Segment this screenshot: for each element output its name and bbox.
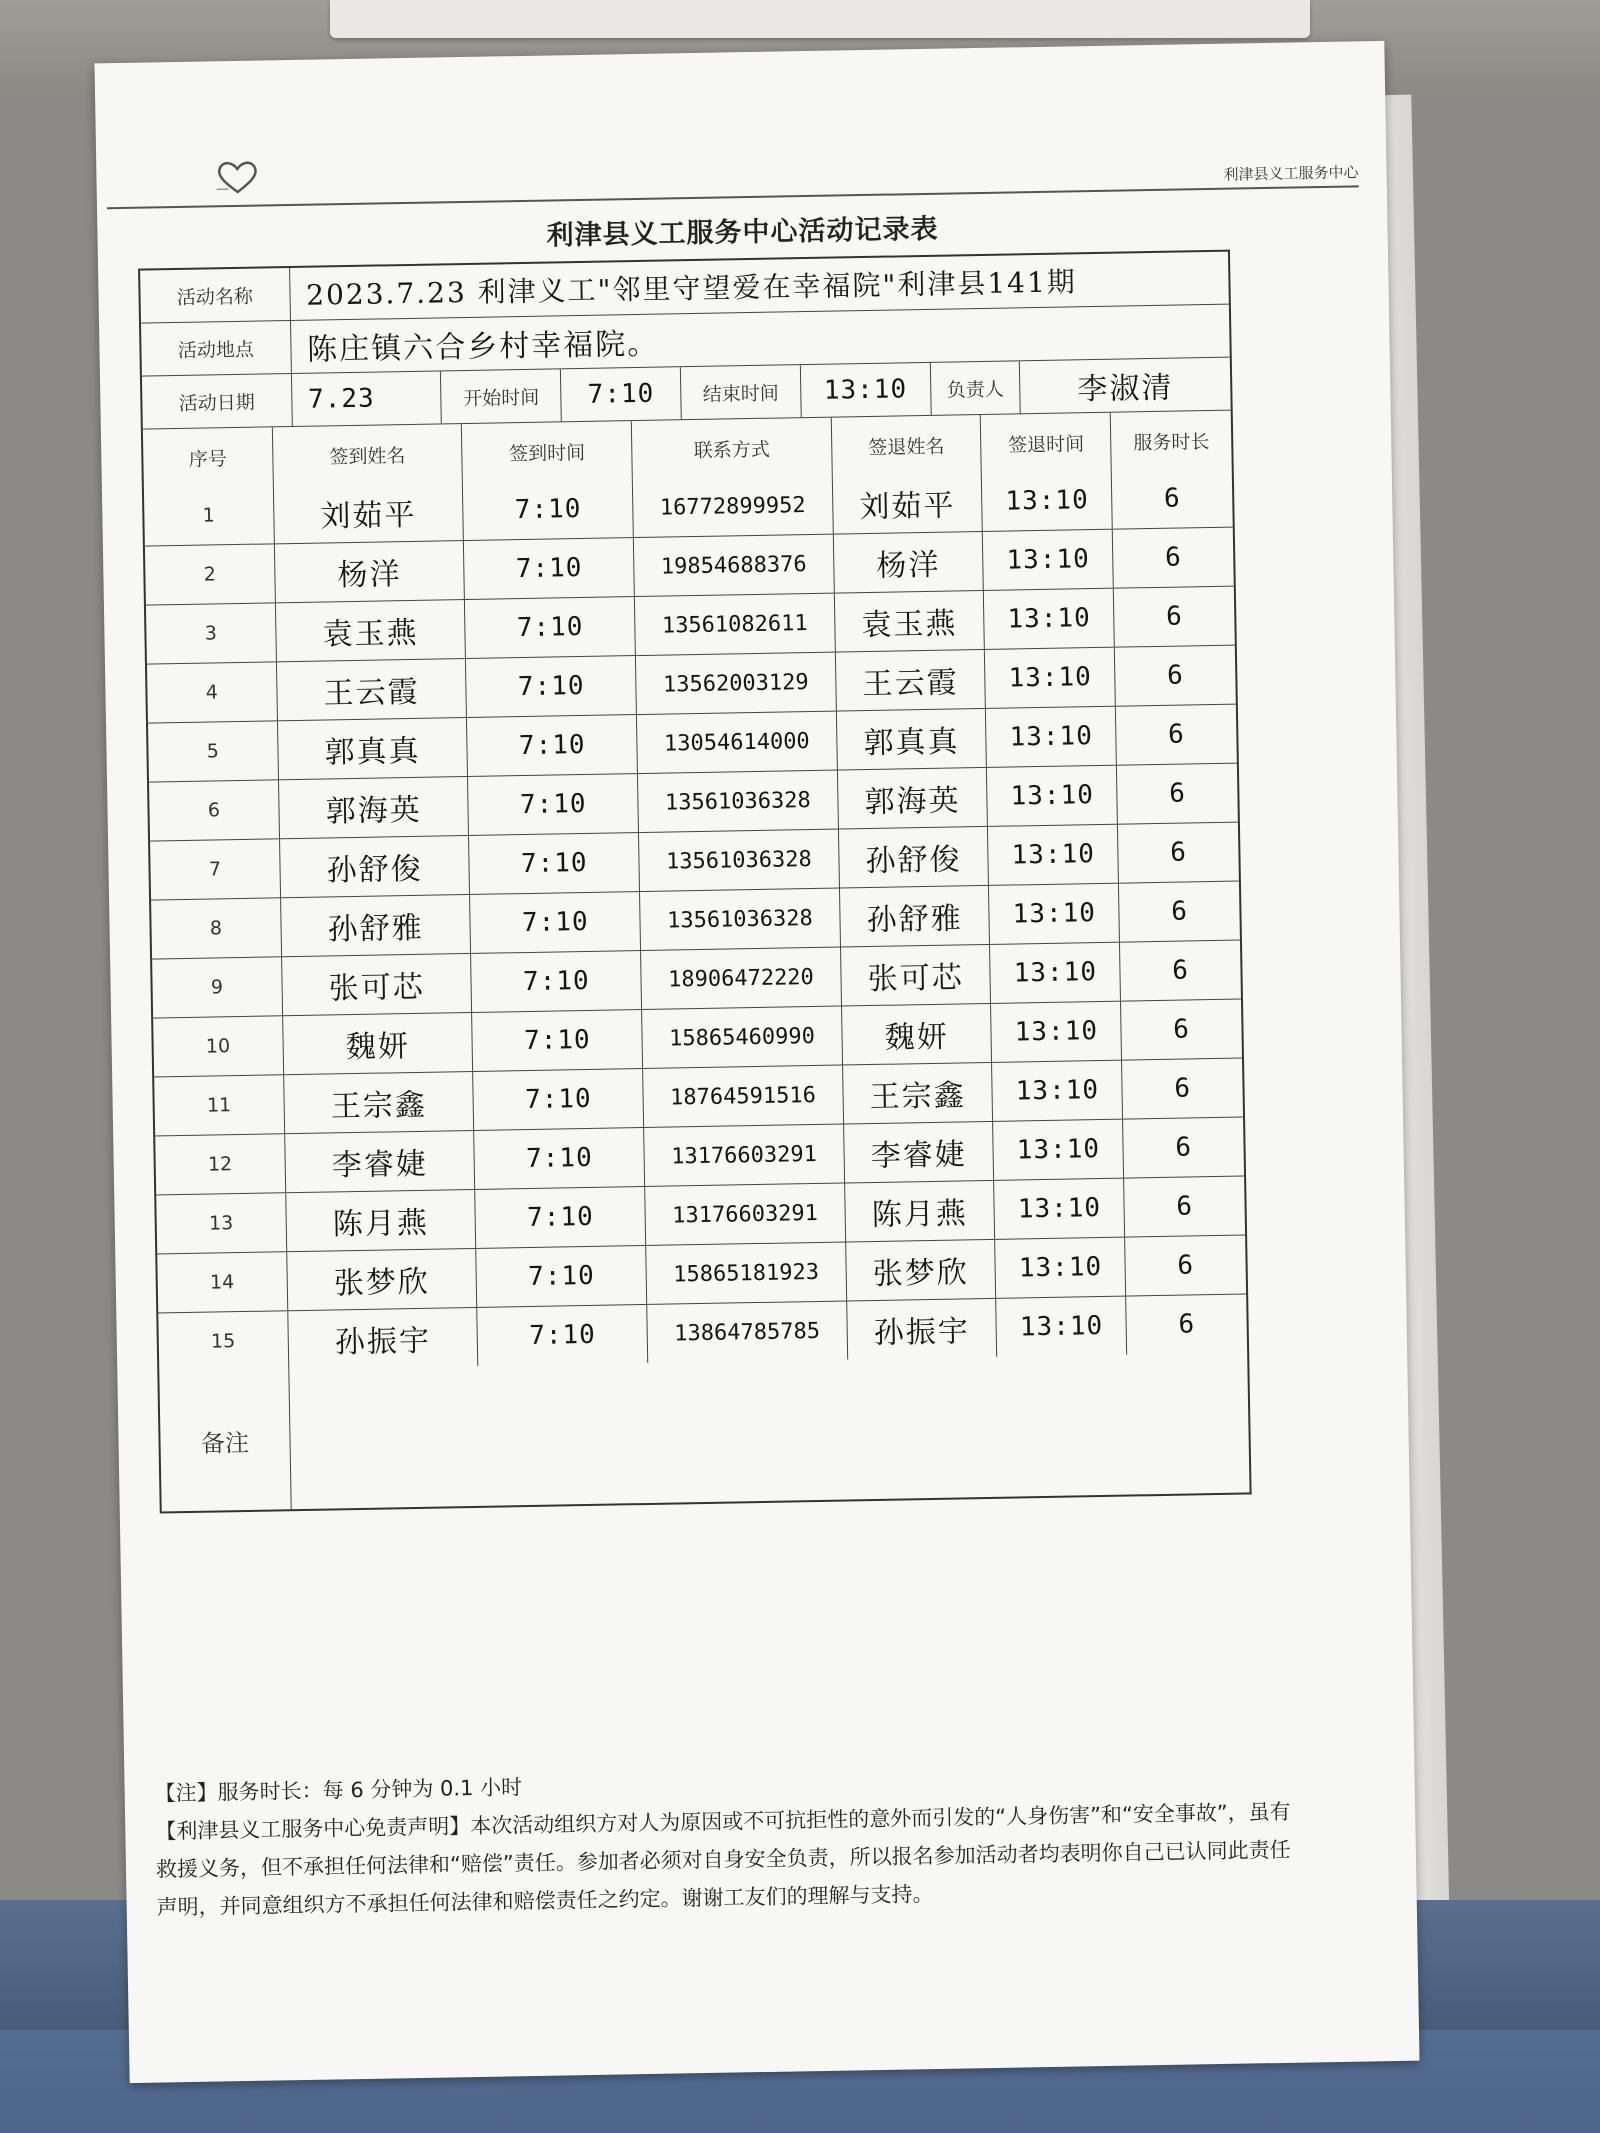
sign-out-name: 郭真真 bbox=[837, 709, 988, 770]
notes-section bbox=[154, 1755, 1296, 1927]
service-hours: 6 bbox=[1168, 778, 1187, 809]
sign-in-name: 陈月燕 bbox=[286, 1190, 477, 1251]
sign-out-name: 郭海英 bbox=[838, 768, 989, 829]
sign-in-name: 张梦欣 bbox=[287, 1249, 478, 1310]
row-number: 6 bbox=[149, 780, 280, 840]
sign-out-name: 袁玉燕 bbox=[835, 591, 986, 652]
org-header: 利津县义工服务中心 bbox=[1223, 163, 1359, 184]
sign-in-name: 孙舒雅 bbox=[281, 895, 472, 956]
service-hours: 6 bbox=[1165, 601, 1184, 632]
sign-in-time: 7:10 bbox=[463, 479, 634, 540]
sign-in-time: 7:10 bbox=[475, 1128, 646, 1189]
service-hours: 6 bbox=[1175, 1132, 1193, 1163]
end-time-label: 结束时间 bbox=[681, 365, 802, 419]
row-number: 14 bbox=[157, 1252, 288, 1312]
service-hours: 6 bbox=[1169, 837, 1188, 868]
row-number: 3 bbox=[146, 603, 277, 663]
contact-phone: 16772899952 bbox=[633, 476, 834, 537]
service-hours: 6 bbox=[1164, 542, 1182, 573]
col-header-service-hours: 服务时长 bbox=[1133, 430, 1210, 454]
sign-out-time: 13:10 bbox=[983, 530, 1114, 590]
sign-in-time: 7:10 bbox=[466, 656, 637, 717]
sign-out-time: 13:10 bbox=[991, 1002, 1122, 1062]
date-value: 7.23 bbox=[292, 371, 443, 426]
leader-label: 负责人 bbox=[930, 361, 1021, 415]
service-hours: 6 bbox=[1163, 483, 1181, 514]
row-number: 11 bbox=[154, 1075, 285, 1135]
sign-out-name: 杨洋 bbox=[834, 532, 985, 593]
contact-phone: 19854688376 bbox=[634, 535, 835, 596]
sign-in-time: 7:10 bbox=[465, 597, 636, 658]
sign-out-time: 13:10 bbox=[984, 589, 1115, 649]
sign-in-name: 孙舒俊 bbox=[280, 836, 471, 897]
service-hours: 6 bbox=[1167, 719, 1186, 750]
row-number: 4 bbox=[147, 662, 278, 722]
sign-out-time: 13:10 bbox=[996, 1238, 1127, 1298]
col-header-sign-in-time: 签到时间 bbox=[462, 421, 633, 482]
sign-out-time: 13:10 bbox=[994, 1120, 1125, 1180]
service-hours: 6 bbox=[1176, 1191, 1194, 1222]
row-number: 8 bbox=[151, 898, 282, 958]
row-number: 5 bbox=[148, 721, 279, 781]
contact-phone: 13054614000 bbox=[637, 712, 838, 773]
sign-in-time: 7:10 bbox=[467, 715, 638, 776]
sign-in-time: 7:10 bbox=[469, 833, 640, 894]
activity-name-value: 2023.7.23 利津义工"邻里守望爱在幸福院"利津县141期 bbox=[305, 265, 1078, 312]
contact-phone: 13864785785 bbox=[647, 1301, 848, 1362]
start-time-label: 开始时间 bbox=[441, 369, 562, 423]
sign-in-time: 7:10 bbox=[471, 951, 642, 1012]
row-number: 13 bbox=[156, 1193, 287, 1253]
sign-out-time: 13:10 bbox=[995, 1179, 1126, 1239]
leader-value: 李淑清 bbox=[1077, 370, 1174, 408]
col-header-sign-out-name: 签退姓名 bbox=[832, 415, 983, 476]
contact-phone: 13176603291 bbox=[645, 1183, 846, 1244]
sign-in-time: 7:10 bbox=[473, 1010, 644, 1071]
sign-out-name: 张梦欣 bbox=[846, 1240, 997, 1301]
row-number: 1 bbox=[144, 485, 275, 545]
row-number: 7 bbox=[150, 839, 281, 899]
contact-phone: 15865460990 bbox=[642, 1007, 843, 1068]
col-header-sign-out-time: 签退时间 bbox=[981, 413, 1112, 473]
contact-phone: 13176603291 bbox=[644, 1124, 845, 1185]
sign-in-name: 王宗鑫 bbox=[284, 1072, 475, 1133]
activity-name-label: 活动名称 bbox=[140, 268, 291, 323]
contact-phone: 13561082611 bbox=[635, 594, 836, 655]
sign-out-time: 13:10 bbox=[982, 471, 1113, 531]
service-hours: 6 bbox=[1166, 660, 1185, 691]
sign-out-time: 13:10 bbox=[997, 1297, 1128, 1357]
sign-in-name: 张可芯 bbox=[282, 954, 473, 1015]
service-hours: 6 bbox=[1170, 896, 1189, 927]
activity-record-table bbox=[138, 250, 1252, 1514]
row-number: 15 bbox=[158, 1311, 289, 1371]
heart-logo-icon bbox=[214, 159, 261, 196]
paper-stack-top bbox=[330, 0, 1310, 38]
contact-phone: 13561036328 bbox=[640, 889, 841, 950]
service-hours: 6 bbox=[1178, 1309, 1196, 1340]
sign-out-time: 13:10 bbox=[986, 707, 1117, 767]
form-title: 利津县义工服务中心活动记录表 bbox=[546, 213, 939, 252]
sign-in-name: 魏妍 bbox=[283, 1013, 474, 1074]
service-hours-note: 【注】服务时长：每 6 分钟为 0.1 小时 bbox=[154, 1775, 523, 1806]
sign-in-name: 杨洋 bbox=[275, 541, 466, 602]
row-number: 12 bbox=[155, 1134, 286, 1194]
location-value: 陈庄镇六合乡村幸福院。 bbox=[306, 326, 660, 368]
end-time-value: 13:10 bbox=[801, 363, 932, 417]
sign-out-name: 魏妍 bbox=[842, 1004, 993, 1065]
sign-out-name: 王宗鑫 bbox=[843, 1063, 994, 1124]
date-label: 活动日期 bbox=[142, 374, 293, 429]
remarks-value bbox=[289, 1352, 1250, 1509]
contact-phone: 18764591516 bbox=[643, 1066, 844, 1127]
sign-out-name: 孙振宇 bbox=[847, 1299, 998, 1360]
row-number: 2 bbox=[145, 544, 276, 604]
col-header-contact: 联系方式 bbox=[632, 418, 833, 479]
sign-in-name: 袁玉燕 bbox=[276, 600, 467, 661]
sign-out-name: 陈月燕 bbox=[845, 1181, 996, 1242]
sign-out-time: 13:10 bbox=[990, 943, 1121, 1003]
sign-out-time: 13:10 bbox=[987, 766, 1118, 826]
contact-phone: 13561036328 bbox=[639, 830, 840, 891]
contact-phone: 13562003129 bbox=[636, 653, 837, 714]
col-header-sign-in-name: 签到姓名 bbox=[273, 424, 464, 485]
service-hours: 6 bbox=[1172, 955, 1190, 986]
sign-in-time: 7:10 bbox=[464, 538, 635, 599]
contact-phone: 15865181923 bbox=[646, 1242, 847, 1303]
sign-in-time: 7:10 bbox=[474, 1069, 645, 1130]
sign-in-name: 孙振宇 bbox=[288, 1308, 479, 1369]
contact-phone: 13561036328 bbox=[638, 771, 839, 832]
sign-out-time: 13:10 bbox=[985, 648, 1116, 708]
sign-out-time: 13:10 bbox=[989, 884, 1120, 944]
sign-in-name: 郭真真 bbox=[278, 718, 469, 779]
sign-in-time: 7:10 bbox=[470, 892, 641, 953]
sign-in-time: 7:10 bbox=[468, 774, 639, 835]
sign-in-name: 郭海英 bbox=[279, 777, 470, 838]
sign-out-name: 李睿婕 bbox=[844, 1122, 995, 1183]
sign-in-time: 7:10 bbox=[478, 1305, 649, 1366]
row-number: 10 bbox=[153, 1016, 284, 1076]
location-label: 活动地点 bbox=[141, 321, 292, 376]
sign-out-name: 张可芯 bbox=[841, 945, 992, 1006]
service-hours: 6 bbox=[1177, 1250, 1195, 1281]
sign-in-name: 刘茹平 bbox=[274, 482, 465, 543]
remarks-row bbox=[157, 1352, 1249, 1511]
service-hours: 6 bbox=[1174, 1073, 1192, 1104]
start-time-value: 7:10 bbox=[561, 367, 682, 421]
record-sheet bbox=[94, 41, 1419, 2083]
row-number: 9 bbox=[152, 957, 283, 1017]
sign-in-time: 7:10 bbox=[477, 1246, 648, 1307]
contact-phone: 18906472220 bbox=[641, 948, 842, 1009]
sign-out-name: 孙舒雅 bbox=[840, 886, 991, 947]
sign-in-name: 李睿婕 bbox=[285, 1131, 476, 1192]
disclaimer-text: 【利津县义工服务中心免责声明】本次活动组织方对人为原因或不可抗拒性的意外而引发的“人身伤害”和“安全事故”，虽有救援义务，但不承担任何法律和“赔偿”责任。参加者必须对自身安全负责，所以报名参加活动者均表明你自己已认同此责任声明，并同意组织方不承担任何法律和赔偿责任之约定。谢谢工友们的理解与支持。 bbox=[155, 1799, 1291, 1920]
sign-in-rows bbox=[142, 469, 1247, 1372]
sign-in-name: 王云霞 bbox=[277, 659, 468, 720]
sign-in-time: 7:10 bbox=[476, 1187, 647, 1248]
sign-out-name: 孙舒俊 bbox=[839, 827, 990, 888]
col-header-no: 序号 bbox=[143, 427, 274, 487]
sign-out-time: 13:10 bbox=[988, 825, 1119, 885]
sign-out-time: 13:10 bbox=[993, 1061, 1124, 1121]
remarks-label: 备注 bbox=[159, 1369, 291, 1511]
sign-out-name: 王云霞 bbox=[836, 650, 987, 711]
service-hours: 6 bbox=[1173, 1014, 1191, 1045]
sign-out-name: 刘茹平 bbox=[833, 473, 984, 534]
